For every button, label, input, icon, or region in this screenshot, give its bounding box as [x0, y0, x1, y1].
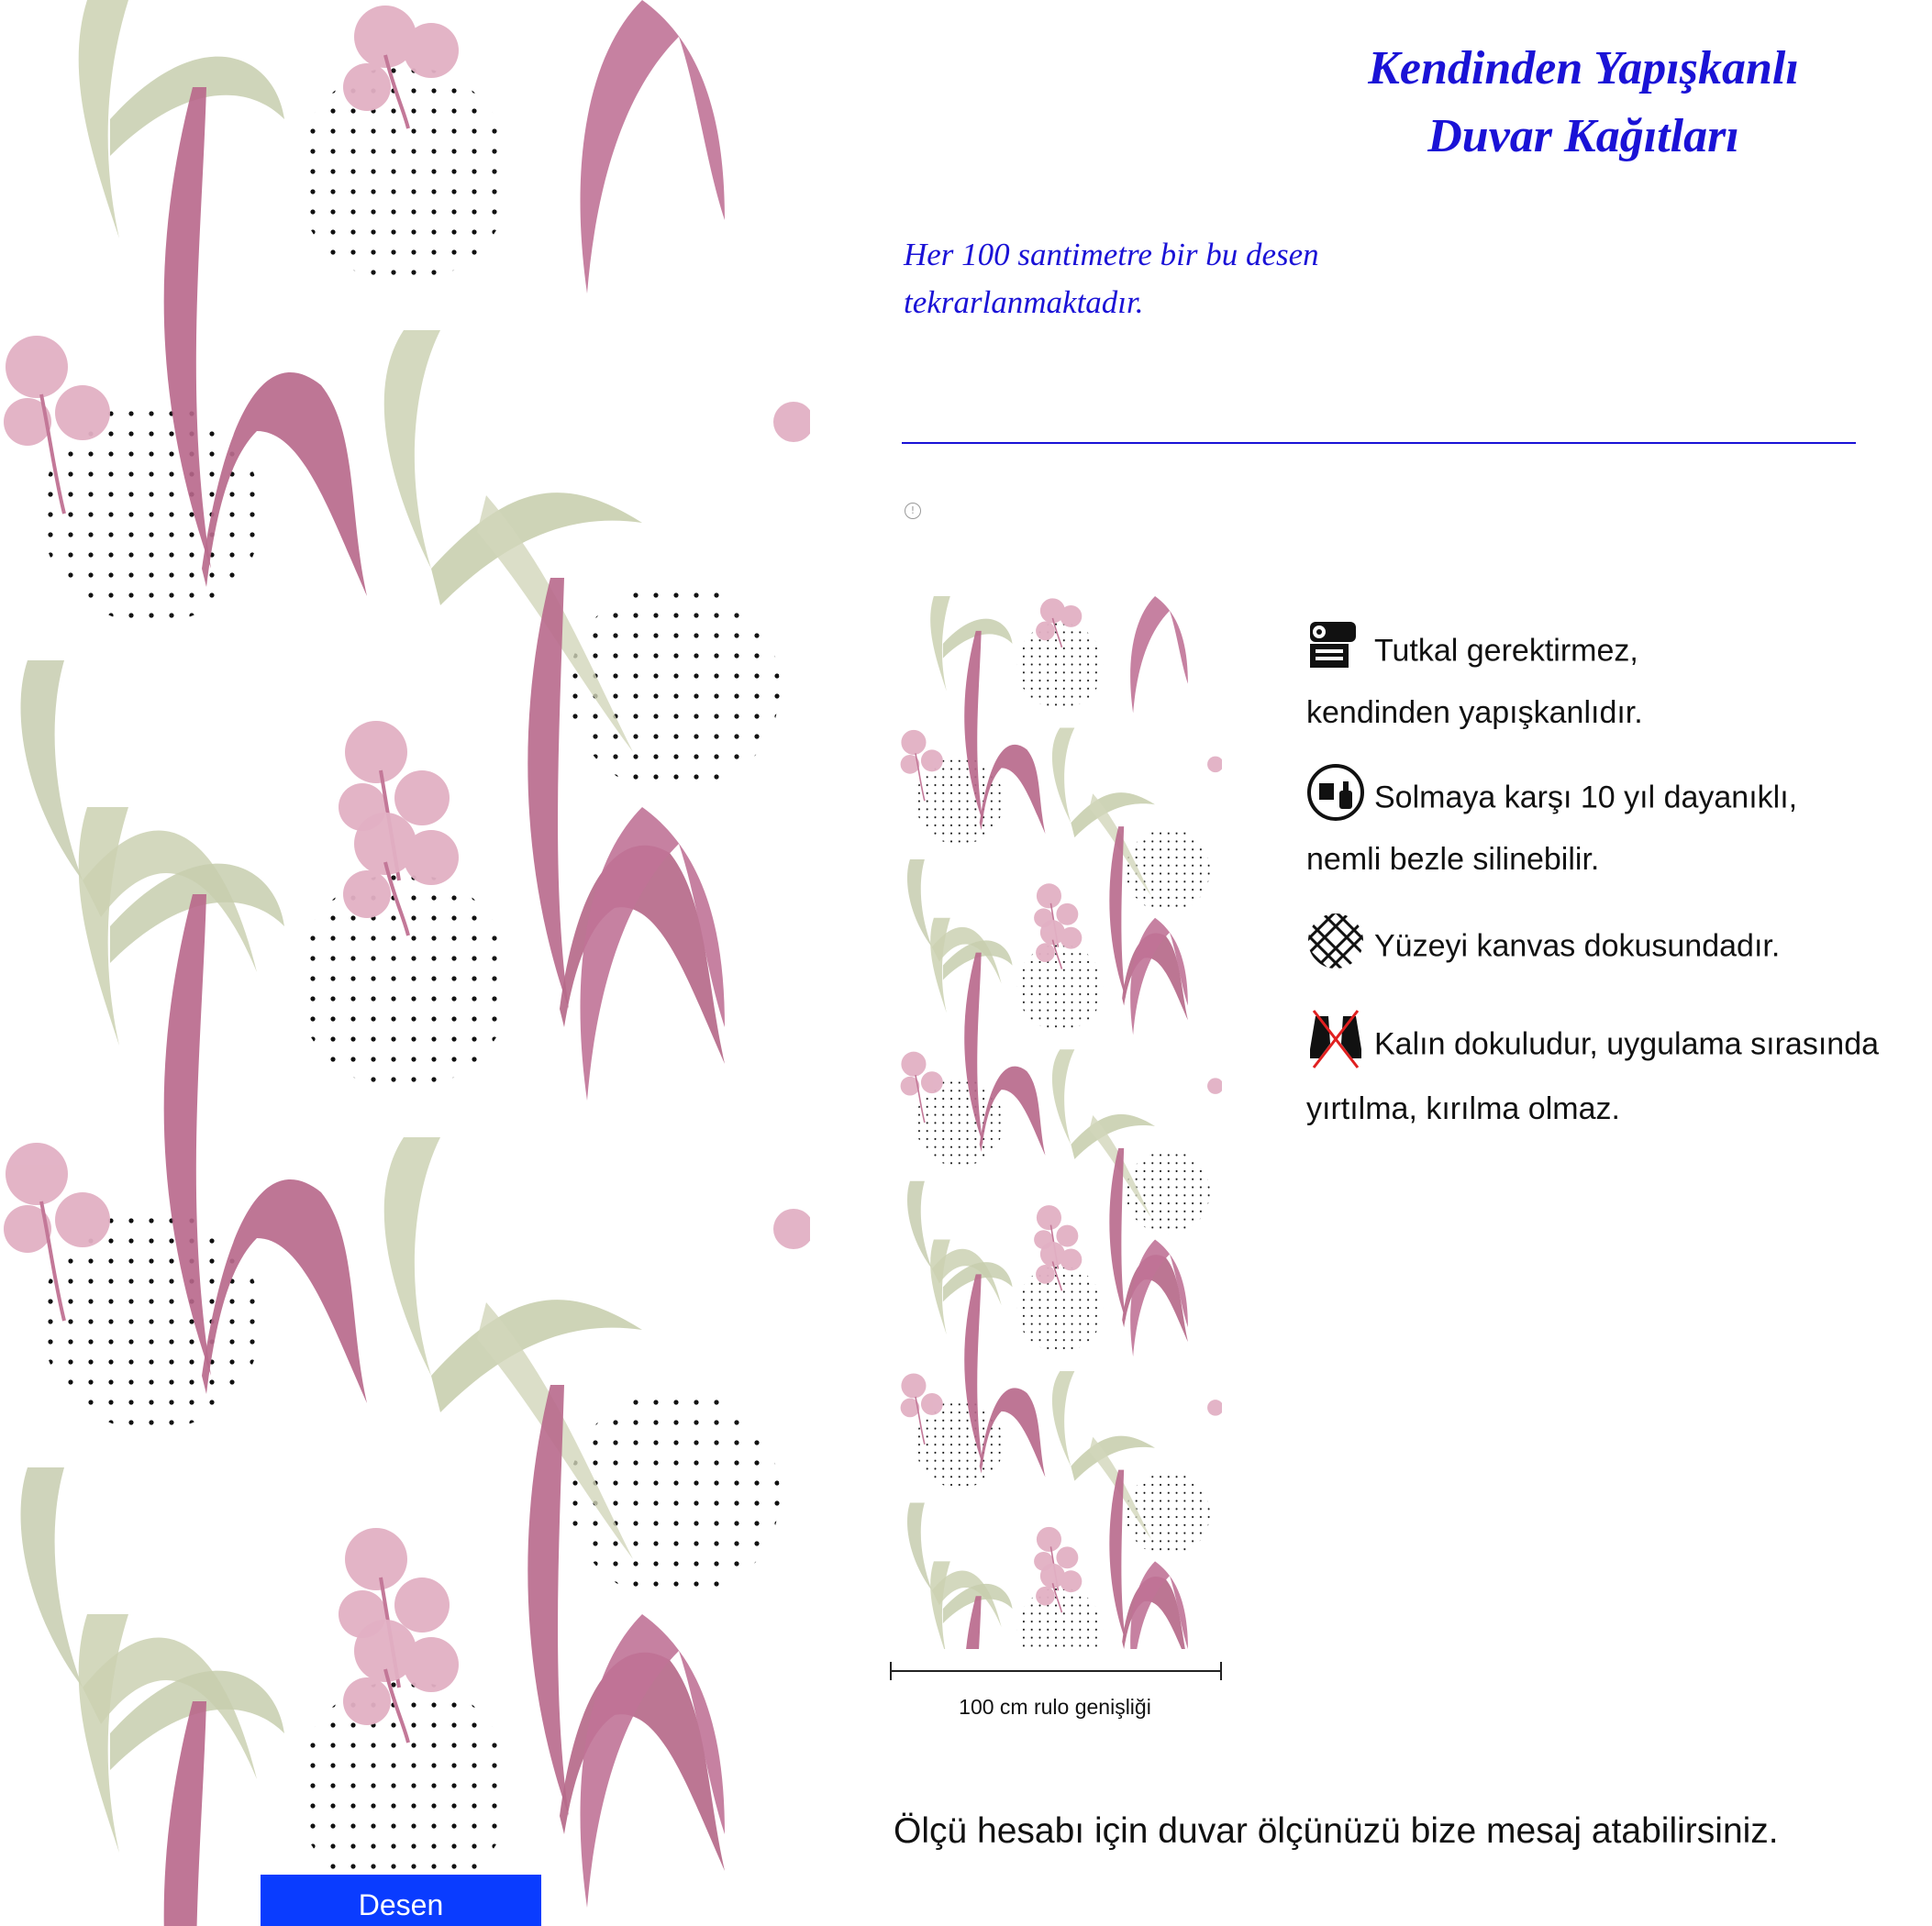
- feature-fade-resistant-line2: nemli bezle silinebilir.: [1306, 842, 1600, 877]
- feature-fade-resistant-line1: Solmaya karşı 10 yıl dayanıklı,: [1374, 780, 1798, 815]
- feature-fade-resistant: [1306, 763, 1797, 883]
- divider-line: [902, 442, 1856, 444]
- roll-width-label: 100 cm rulo genişliği: [959, 1695, 1151, 1719]
- cleaning-spray-icon: [1306, 763, 1365, 836]
- title-line2: Duvar Kağıtları: [1427, 110, 1739, 162]
- feature-canvas-texture-line1: Yüzeyi kanvas dokusundadır.: [1374, 928, 1781, 964]
- roll-width-tick-right: [1220, 1662, 1222, 1680]
- feature-adhesive-line1: Tutkal gerektirmez,: [1374, 633, 1638, 669]
- feature-no-tear: [1306, 1007, 1879, 1133]
- info-icon: !: [905, 503, 921, 519]
- glue-roll-icon: [1306, 616, 1365, 689]
- feature-canvas-texture: [1306, 912, 1780, 984]
- bottom-message: Ölçü hesabı için duvar ölçünüzü bize mesaj atabilirsiniz.: [894, 1811, 1779, 1851]
- roll-width-line: [890, 1670, 1222, 1672]
- pattern-panel: [0, 0, 810, 1926]
- feature-no-tear-line2: yırtılma, kırılma olmaz.: [1306, 1091, 1620, 1126]
- roll-width-tick-left: [890, 1662, 892, 1680]
- roll-preview: [899, 596, 1222, 1649]
- page-title: [1262, 35, 1904, 171]
- pattern-label: Desen: [261, 1875, 541, 1926]
- title-line1: Kendinden Yapışkanlı: [1368, 42, 1799, 94]
- wallpaper-pattern: [0, 0, 810, 1926]
- repeat-note-line1: Her 100 santimetre bir bu desen: [904, 237, 1319, 272]
- no-tear-icon: [1306, 1007, 1365, 1085]
- repeat-note-line2: tekrarlanmaktadır.: [904, 284, 1144, 320]
- repeat-note: [904, 231, 1417, 327]
- canvas-texture-icon: [1306, 912, 1365, 984]
- feature-adhesive-line2: kendinden yapışkanlıdır.: [1306, 695, 1643, 730]
- preview-pattern: [899, 596, 1222, 1649]
- feature-adhesive: [1306, 616, 1643, 736]
- feature-no-tear-line1: Kalın dokuludur, uygulama sırasında: [1374, 1026, 1880, 1062]
